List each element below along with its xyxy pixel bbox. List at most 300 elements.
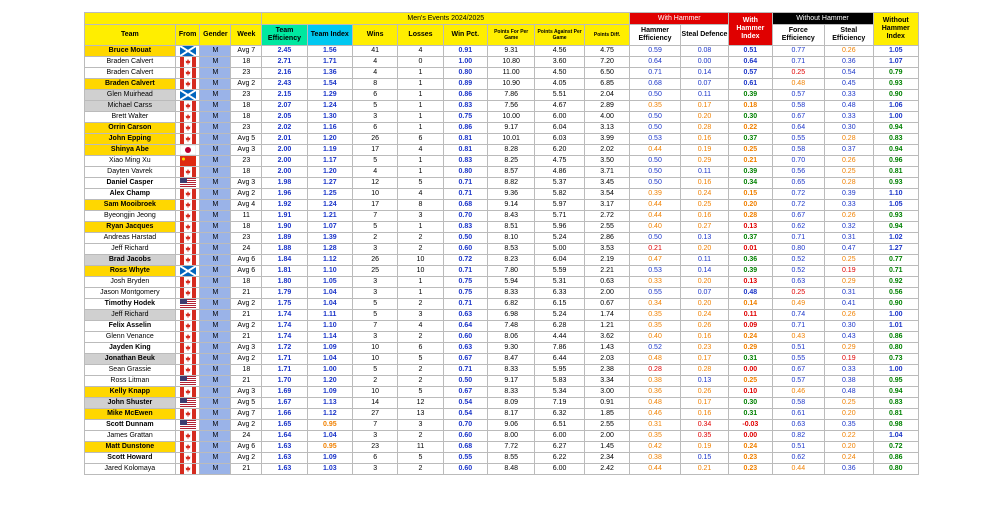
without-hammer-group: Without Hammer: [772, 13, 873, 25]
week-cell: Avg 6: [231, 442, 262, 453]
team-index-cell: 1.07: [307, 222, 352, 233]
week-cell: 18: [231, 101, 262, 112]
week-cell: 18: [231, 57, 262, 68]
with-hammer-index-cell: 0.57: [729, 68, 772, 79]
wins-cell: 5: [352, 299, 397, 310]
usa-flag-icon: [175, 299, 200, 310]
points-diff-cell: 4.75: [584, 46, 629, 57]
team-index-cell: 1.04: [307, 288, 352, 299]
force-efficiency-cell: 0.74: [772, 310, 825, 321]
hammer-efficiency-cell: 0.48: [630, 398, 681, 409]
canada-flag-icon: [175, 365, 200, 376]
without-hammer-index-cell: 0.93: [873, 178, 918, 189]
win-pct-cell: 0.70: [443, 420, 487, 431]
points-against-cell: 6.00: [535, 431, 584, 442]
table-row: [85, 409, 919, 420]
team-efficiency-cell: 1.74: [262, 332, 307, 343]
points-diff-cell: 2.00: [584, 288, 629, 299]
points-diff-cell: 2.86: [584, 233, 629, 244]
points-diff-cell: 3.62: [584, 332, 629, 343]
canada-flag-icon: [175, 244, 200, 255]
team-efficiency-cell: 1.74: [262, 321, 307, 332]
points-for-cell: 9.36: [487, 189, 534, 200]
without-hammer-index-cell: 1.00: [873, 310, 918, 321]
header-steal-defence: Steal Defence: [680, 25, 728, 46]
wins-cell: 7: [352, 321, 397, 332]
win-pct-cell: 0.81: [443, 134, 487, 145]
force-efficiency-cell: 0.56: [772, 167, 825, 178]
without-hammer-index-cell: 0.81: [873, 409, 918, 420]
steal-efficiency-cell: 0.33: [825, 112, 873, 123]
points-for-cell: 8.53: [487, 244, 534, 255]
force-efficiency-cell: 0.77: [772, 46, 825, 57]
with-hammer-index-cell: 0.00: [729, 365, 772, 376]
steal-defence-cell: 0.14: [680, 266, 728, 277]
win-pct-cell: 0.67: [443, 354, 487, 365]
table-row: [85, 46, 919, 57]
table-row: [85, 145, 919, 156]
with-hammer-index-cell: 0.37: [729, 134, 772, 145]
week-cell: 21: [231, 332, 262, 343]
hammer-efficiency-cell: 0.34: [630, 299, 681, 310]
force-efficiency-cell: 0.55: [772, 134, 825, 145]
steal-defence-cell: 0.16: [680, 409, 728, 420]
with-hammer-index-cell: 0.13: [729, 222, 772, 233]
win-pct-cell: 0.63: [443, 310, 487, 321]
without-hammer-index-cell: 0.94: [873, 222, 918, 233]
steal-efficiency-cell: 0.48: [825, 387, 873, 398]
team-name: Scott Howard: [85, 453, 176, 464]
force-efficiency-cell: 0.71: [772, 233, 825, 244]
hammer-efficiency-cell: 0.52: [630, 343, 681, 354]
points-diff-cell: 3.13: [584, 123, 629, 134]
wins-cell: 26: [352, 134, 397, 145]
points-for-cell: 9.17: [487, 123, 534, 134]
losses-cell: 8: [398, 200, 443, 211]
force-efficiency-cell: 0.52: [772, 266, 825, 277]
table-row: [85, 90, 919, 101]
hammer-efficiency-cell: 0.38: [630, 376, 681, 387]
team-efficiency-cell: 1.64: [262, 431, 307, 442]
canada-flag-icon: [175, 321, 200, 332]
team-index-cell: 1.36: [307, 68, 352, 79]
table-row: [85, 189, 919, 200]
wins-cell: 3: [352, 112, 397, 123]
week-cell: 24: [231, 431, 262, 442]
canada-flag-icon: [175, 387, 200, 398]
wins-cell: 5: [352, 310, 397, 321]
steal-efficiency-cell: 0.28: [825, 178, 873, 189]
header-wins: Wins: [352, 25, 397, 46]
points-against-cell: 3.60: [535, 57, 584, 68]
points-against-cell: 4.50: [535, 68, 584, 79]
gender-cell: M: [200, 112, 231, 123]
win-pct-cell: 0.71: [443, 266, 487, 277]
points-diff-cell: 3.34: [584, 376, 629, 387]
week-cell: 21: [231, 288, 262, 299]
points-for-cell: 8.23: [487, 255, 534, 266]
table-row: [85, 442, 919, 453]
points-for-cell: 9.06: [487, 420, 534, 431]
without-hammer-index-cell: 1.01: [873, 321, 918, 332]
with-hammer-index-cell: 0.39: [729, 167, 772, 178]
week-cell: Avg 2: [231, 79, 262, 90]
hammer-efficiency-cell: 0.50: [630, 123, 681, 134]
table-row: [85, 222, 919, 233]
losses-cell: 0: [398, 57, 443, 68]
points-against-cell: 5.83: [535, 376, 584, 387]
team-name: Jason Montgomery: [85, 288, 176, 299]
team-efficiency-cell: 1.70: [262, 376, 307, 387]
week-cell: Avg 3: [231, 387, 262, 398]
canada-flag-icon: [175, 343, 200, 354]
force-efficiency-cell: 0.70: [772, 156, 825, 167]
mens-events-table: [84, 12, 919, 475]
win-pct-cell: 1.00: [443, 57, 487, 68]
week-cell: Avg 5: [231, 398, 262, 409]
force-efficiency-cell: 0.65: [772, 178, 825, 189]
points-against-cell: 6.44: [535, 354, 584, 365]
team-name: Josh Bryden: [85, 277, 176, 288]
points-diff-cell: 2.02: [584, 145, 629, 156]
team-name: Jeff Richard: [85, 310, 176, 321]
win-pct-cell: 0.60: [443, 244, 487, 255]
without-hammer-index-cell: 1.27: [873, 244, 918, 255]
losses-cell: 6: [398, 343, 443, 354]
header-win-pct: Win Pct.: [443, 25, 487, 46]
steal-efficiency-cell: 0.19: [825, 354, 873, 365]
steal-defence-cell: 0.35: [680, 431, 728, 442]
team-efficiency-cell: 2.00: [262, 156, 307, 167]
team-name: Ross Whyte: [85, 266, 176, 277]
with-hammer-index-cell: 0.15: [729, 189, 772, 200]
table-row: [85, 68, 919, 79]
table-row: [85, 266, 919, 277]
points-diff-cell: 2.34: [584, 453, 629, 464]
canada-flag-icon: [175, 68, 200, 79]
table-row: [85, 321, 919, 332]
without-hammer-index-cell: 1.04: [873, 431, 918, 442]
points-against-cell: 4.86: [535, 167, 584, 178]
points-for-cell: 9.17: [487, 376, 534, 387]
steal-efficiency-cell: 0.28: [825, 134, 873, 145]
table-row: [85, 255, 919, 266]
with-hammer-index-cell: 0.30: [729, 398, 772, 409]
steal-efficiency-cell: 0.20: [825, 442, 873, 453]
table-row: [85, 343, 919, 354]
gender-cell: M: [200, 79, 231, 90]
team-efficiency-cell: 1.65: [262, 420, 307, 431]
steal-defence-cell: 0.11: [680, 255, 728, 266]
win-pct-cell: 0.86: [443, 90, 487, 101]
wins-cell: 14: [352, 398, 397, 409]
points-diff-cell: 1.74: [584, 310, 629, 321]
canada-flag-icon: [175, 288, 200, 299]
team-index-cell: 1.28: [307, 244, 352, 255]
force-efficiency-cell: 0.55: [772, 354, 825, 365]
losses-cell: 2: [398, 299, 443, 310]
steal-efficiency-cell: 0.32: [825, 222, 873, 233]
team-efficiency-cell: 2.05: [262, 112, 307, 123]
table-row: [85, 354, 919, 365]
team-name: Timothy Hodek: [85, 299, 176, 310]
losses-cell: 4: [398, 189, 443, 200]
canada-flag-icon: [175, 101, 200, 112]
with-hammer-index-cell: -0.03: [729, 420, 772, 431]
steal-defence-cell: 0.26: [680, 387, 728, 398]
hammer-efficiency-cell: 0.42: [630, 442, 681, 453]
points-for-cell: 8.10: [487, 233, 534, 244]
points-for-cell: 8.55: [487, 453, 534, 464]
hammer-efficiency-cell: 0.21: [630, 244, 681, 255]
win-pct-cell: 0.64: [443, 321, 487, 332]
points-diff-cell: 3.99: [584, 134, 629, 145]
points-against-cell: 6.33: [535, 288, 584, 299]
force-efficiency-cell: 0.61: [772, 409, 825, 420]
canada-flag-icon: [175, 431, 200, 442]
win-pct-cell: 0.81: [443, 145, 487, 156]
points-against-cell: 6.28: [535, 321, 584, 332]
win-pct-cell: 0.60: [443, 464, 487, 475]
week-cell: Avg 3: [231, 145, 262, 156]
table-row: [85, 123, 919, 134]
points-against-cell: 5.37: [535, 178, 584, 189]
with-hammer-index-cell: 0.23: [729, 453, 772, 464]
team-index-cell: 1.20: [307, 167, 352, 178]
points-against-cell: 6.00: [535, 112, 584, 123]
team-efficiency-cell: 1.66: [262, 409, 307, 420]
win-pct-cell: 0.63: [443, 343, 487, 354]
points-against-cell: 4.44: [535, 332, 584, 343]
gender-cell: M: [200, 387, 231, 398]
force-efficiency-cell: 0.67: [772, 211, 825, 222]
gender-cell: M: [200, 464, 231, 475]
with-hammer-index-cell: 0.20: [729, 200, 772, 211]
without-hammer-index-cell: 1.10: [873, 189, 918, 200]
points-against-cell: 6.51: [535, 420, 584, 431]
with-hammer-index-cell: 0.14: [729, 299, 772, 310]
japan-flag-icon: [175, 145, 200, 156]
steal-defence-cell: 0.17: [680, 354, 728, 365]
force-efficiency-cell: 0.72: [772, 200, 825, 211]
without-hammer-index-cell: 0.80: [873, 464, 918, 475]
team-efficiency-cell: 2.07: [262, 101, 307, 112]
with-hammer-index-cell: 0.31: [729, 409, 772, 420]
header-from: From: [175, 25, 200, 46]
force-efficiency-cell: 0.58: [772, 101, 825, 112]
scotland-flag-icon: [175, 266, 200, 277]
team-name: James Grattan: [85, 431, 176, 442]
points-against-cell: 6.32: [535, 409, 584, 420]
gender-cell: M: [200, 343, 231, 354]
losses-cell: 3: [398, 420, 443, 431]
force-efficiency-cell: 0.58: [772, 145, 825, 156]
team-index-cell: 1.71: [307, 57, 352, 68]
with-hammer-index-cell: 0.31: [729, 354, 772, 365]
points-against-cell: 6.15: [535, 299, 584, 310]
team-index-cell: 1.12: [307, 255, 352, 266]
team-name: Sean Grassie: [85, 365, 176, 376]
win-pct-cell: 0.54: [443, 398, 487, 409]
steal-defence-cell: 0.28: [680, 123, 728, 134]
hammer-efficiency-cell: 0.39: [630, 189, 681, 200]
gender-cell: M: [200, 167, 231, 178]
points-diff-cell: 3.00: [584, 387, 629, 398]
table-row: [85, 167, 919, 178]
with-hammer-index-cell: 0.00: [729, 431, 772, 442]
with-hammer-index-cell: 0.51: [729, 46, 772, 57]
table-row: [85, 200, 919, 211]
title-spacer: [85, 13, 262, 25]
points-for-cell: 8.33: [487, 288, 534, 299]
gender-cell: M: [200, 266, 231, 277]
steal-defence-cell: 0.25: [680, 200, 728, 211]
week-cell: 23: [231, 68, 262, 79]
force-efficiency-cell: 0.64: [772, 123, 825, 134]
without-hammer-index-cell: 0.96: [873, 156, 918, 167]
hammer-efficiency-cell: 0.53: [630, 134, 681, 145]
wins-cell: 6: [352, 90, 397, 101]
canada-flag-icon: [175, 277, 200, 288]
team-name: Matt Dunstone: [85, 442, 176, 453]
team-name: Xiao Ming Xu: [85, 156, 176, 167]
win-pct-cell: 0.75: [443, 112, 487, 123]
steal-efficiency-cell: 0.36: [825, 464, 873, 475]
table-row: [85, 112, 919, 123]
team-name: Bruce Mouat: [85, 46, 176, 57]
scotland-flag-icon: [175, 90, 200, 101]
hammer-efficiency-cell: 0.71: [630, 68, 681, 79]
steal-efficiency-cell: 0.26: [825, 310, 873, 321]
win-pct-cell: 0.54: [443, 409, 487, 420]
wins-cell: 3: [352, 332, 397, 343]
points-against-cell: 5.00: [535, 244, 584, 255]
points-against-cell: 4.67: [535, 101, 584, 112]
without-hammer-index-cell: 0.98: [873, 420, 918, 431]
table-row: [85, 288, 919, 299]
steal-efficiency-cell: 0.26: [825, 46, 873, 57]
steal-defence-cell: 0.24: [680, 189, 728, 200]
losses-cell: 1: [398, 167, 443, 178]
force-efficiency-cell: 0.46: [772, 387, 825, 398]
team-efficiency-cell: 1.63: [262, 464, 307, 475]
team-name: John Epping: [85, 134, 176, 145]
week-cell: Avg 2: [231, 420, 262, 431]
losses-cell: 1: [398, 79, 443, 90]
points-diff-cell: 2.42: [584, 464, 629, 475]
force-efficiency-cell: 0.67: [772, 365, 825, 376]
points-for-cell: 7.86: [487, 90, 534, 101]
team-index-cell: 1.39: [307, 233, 352, 244]
gender-cell: M: [200, 145, 231, 156]
gender-cell: M: [200, 288, 231, 299]
wins-cell: 6: [352, 123, 397, 134]
team-efficiency-cell: 1.63: [262, 442, 307, 453]
without-hammer-index-cell: 1.00: [873, 365, 918, 376]
gender-cell: M: [200, 101, 231, 112]
points-for-cell: 7.48: [487, 321, 534, 332]
china-flag-icon: [175, 156, 200, 167]
points-diff-cell: 1.21: [584, 321, 629, 332]
hammer-efficiency-cell: 0.44: [630, 145, 681, 156]
points-for-cell: 6.82: [487, 299, 534, 310]
wins-cell: 12: [352, 178, 397, 189]
week-cell: 18: [231, 112, 262, 123]
without-hammer-index-cell: 0.71: [873, 266, 918, 277]
force-efficiency-cell: 0.48: [772, 79, 825, 90]
force-efficiency-cell: 0.25: [772, 288, 825, 299]
gender-cell: M: [200, 420, 231, 431]
without-hammer-index-cell: 0.83: [873, 134, 918, 145]
steal-defence-cell: 0.29: [680, 156, 728, 167]
win-pct-cell: 0.67: [443, 387, 487, 398]
team-efficiency-cell: 1.89: [262, 233, 307, 244]
with-hammer-index-cell: 0.48: [729, 288, 772, 299]
steal-defence-cell: 0.15: [680, 453, 728, 464]
points-diff-cell: 2.00: [584, 431, 629, 442]
wins-cell: 17: [352, 200, 397, 211]
win-pct-cell: 0.72: [443, 255, 487, 266]
force-efficiency-cell: 0.67: [772, 112, 825, 123]
gender-cell: M: [200, 46, 231, 57]
team-index-cell: 1.12: [307, 409, 352, 420]
header-steal-efficiency: Steal Efficiency: [825, 25, 873, 46]
team-index-cell: 1.30: [307, 112, 352, 123]
points-diff-cell: 3.17: [584, 200, 629, 211]
team-index-cell: 1.27: [307, 178, 352, 189]
team-name: Braden Calvert: [85, 68, 176, 79]
points-diff-cell: 2.38: [584, 365, 629, 376]
losses-cell: 1: [398, 277, 443, 288]
hammer-efficiency-cell: 0.59: [630, 46, 681, 57]
team-name: Daniel Casper: [85, 178, 176, 189]
team-name: Braden Calvert: [85, 79, 176, 90]
points-diff-cell: 1.45: [584, 442, 629, 453]
steal-defence-cell: 0.23: [680, 343, 728, 354]
usa-flag-icon: [175, 398, 200, 409]
stats-sheet: [84, 12, 919, 475]
points-diff-cell: 3.71: [584, 167, 629, 178]
table-row: [85, 365, 919, 376]
team-index-cell: 1.20: [307, 376, 352, 387]
with-hammer-index-cell: 0.01: [729, 244, 772, 255]
win-pct-cell: 0.60: [443, 332, 487, 343]
wins-cell: 41: [352, 46, 397, 57]
without-hammer-index-cell: 0.72: [873, 442, 918, 453]
steal-defence-cell: 0.19: [680, 145, 728, 156]
steal-defence-cell: 0.27: [680, 222, 728, 233]
table-row: [85, 332, 919, 343]
team-name: Jared Kolomaya: [85, 464, 176, 475]
wins-cell: 10: [352, 354, 397, 365]
hammer-efficiency-cell: 0.50: [630, 112, 681, 123]
with-hammer-index-cell: 0.24: [729, 442, 772, 453]
canada-flag-icon: [175, 57, 200, 68]
points-diff-cell: 2.21: [584, 266, 629, 277]
losses-cell: 3: [398, 211, 443, 222]
points-for-cell: 6.98: [487, 310, 534, 321]
losses-cell: 5: [398, 387, 443, 398]
losses-cell: 4: [398, 321, 443, 332]
points-for-cell: 8.51: [487, 222, 534, 233]
gender-cell: M: [200, 409, 231, 420]
win-pct-cell: 0.75: [443, 277, 487, 288]
with-hammer-index-cell: 0.37: [729, 233, 772, 244]
team-name: Alex Champ: [85, 189, 176, 200]
win-pct-cell: 0.70: [443, 211, 487, 222]
steal-efficiency-cell: 0.30: [825, 321, 873, 332]
team-name: Byeongjin Jeong: [85, 211, 176, 222]
